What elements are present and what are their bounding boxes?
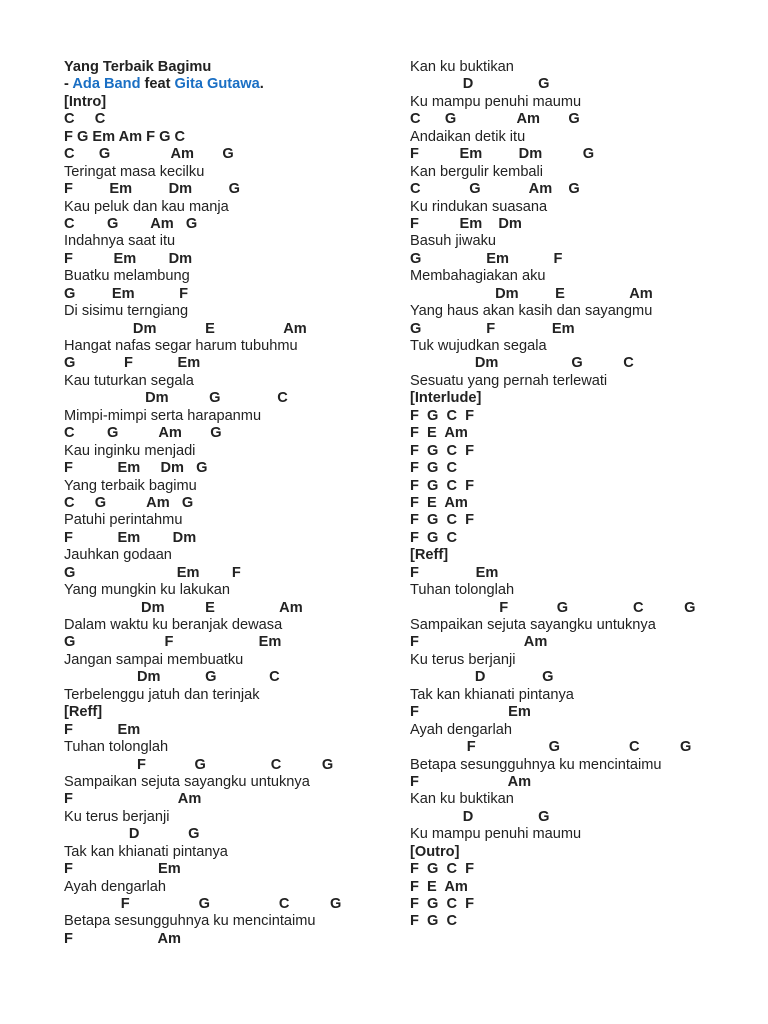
lyric-line: Tak kan khianati pintanya: [64, 843, 228, 860]
chord-line: Dm E Am: [64, 599, 303, 616]
lyric-line: Kau tuturkan segala: [64, 372, 194, 389]
chord-line: C G Am G: [64, 425, 222, 442]
lyric-line: Yang terbaik bagimu: [64, 477, 197, 494]
lyric-line: Indahnya saat itu: [64, 233, 176, 250]
chord-line: G F Em: [64, 355, 201, 372]
chord-line: D G: [410, 76, 550, 93]
lyric-line: Terbelenggu jatuh dan terinjak: [64, 686, 260, 703]
lyric-line: Hangat nafas segar harum tubuhmu: [64, 338, 298, 354]
chord-line: F E Am: [410, 425, 468, 442]
chord-line: F Am: [410, 773, 532, 790]
chord-line: F G C: [410, 913, 458, 930]
chord-line: D G: [410, 669, 554, 686]
chord-line: Dm G C: [64, 669, 280, 686]
chord-line: D G: [410, 808, 550, 825]
chord-line: F E Am: [410, 878, 468, 895]
credit-prefix: -: [64, 76, 73, 93]
chord-line: F G C G: [410, 739, 692, 756]
lyric-line: Ku terus berjanji: [410, 651, 516, 668]
lyric-line: Betapa sesungguhnya ku mencintaimu: [410, 756, 662, 773]
lyric-line: Basuh jiwaku: [410, 233, 496, 250]
lyric-line: Dalam waktu ku beranjak dewasa: [64, 617, 283, 633]
lyric-line: Ayah dengarlah: [64, 878, 166, 895]
chord-line: F G C F: [410, 512, 475, 529]
lyric-line: Betapa sesungguhnya ku mencintaimu: [64, 913, 316, 930]
chord-line: C G Am G: [410, 181, 580, 198]
chord-line: D G: [64, 826, 200, 843]
chord-line: C G Am G: [64, 215, 198, 232]
lyric-line: Jauhkan godaan: [64, 547, 172, 564]
chord-line: F Em Dm G: [410, 146, 595, 163]
chord-line: C G Am G: [410, 111, 580, 128]
chord-line: F G C F: [410, 861, 475, 878]
chord-line: G F Em: [410, 320, 575, 337]
chord-line: F G C G: [410, 599, 696, 616]
lyric-line: Sesuatu yang pernah terlewati: [410, 372, 608, 389]
chord-line: F E Am: [410, 494, 468, 511]
lyric-line: Yang mungkin ku lakukan: [64, 582, 231, 599]
lyric-line: Membahagiakan aku: [410, 268, 546, 285]
lyric-line: Kan ku buktikan: [410, 59, 514, 75]
lyric-line: Ayah dengarlah: [410, 721, 512, 738]
chord-line: C G Am G: [64, 146, 234, 163]
chord-line: Dm G C: [64, 390, 288, 407]
chord-line: F G C: [410, 460, 458, 477]
right-column: [410, 59, 750, 931]
chord-line: F G C G: [64, 756, 334, 773]
credit-feat: feat: [140, 76, 175, 93]
chord-line: F Em: [64, 861, 181, 878]
lyric-line: Kau inginku menjadi: [64, 442, 196, 459]
credit-suffix: .: [259, 76, 264, 93]
chord-line: C C: [64, 111, 106, 128]
lyric-line: Tuhan tolonglah: [410, 582, 515, 599]
lyric-line: Ku mampu penuhi maumu: [410, 93, 582, 110]
lyric-line: Teringat masa kecilku: [64, 163, 205, 180]
chord-line: F Em Dm: [64, 529, 197, 546]
chord-line: G Em F: [64, 285, 189, 302]
chord-line: F Em Dm: [64, 250, 193, 267]
chord-line: F Em Dm G: [64, 460, 208, 477]
lyric-line: Buatku melambung: [64, 268, 190, 285]
chord-line: F Em: [410, 564, 499, 581]
chord-line: G Em F: [64, 564, 241, 581]
chord-line: F Em Dm: [410, 215, 522, 232]
artist-link[interactable]: Ada Band: [72, 76, 141, 93]
chord-line: F G C F: [410, 477, 475, 494]
lyric-line: Ku mampu penuhi maumu: [410, 826, 582, 843]
lyric-line: Tuhan tolonglah: [64, 739, 169, 756]
chord-line: G Em F: [410, 250, 563, 267]
chord-line: F G Em Am F G C: [64, 128, 186, 145]
lyric-line: Kan bergulir kembali: [410, 163, 544, 180]
chord-line: F G C: [410, 529, 458, 546]
section-heading: [Outro]: [410, 843, 460, 860]
chord-line: F Em: [64, 721, 141, 738]
lyric-line: Yang haus akan kasih dan sayangmu: [410, 303, 653, 320]
chord-line: F Em: [410, 704, 531, 721]
lyric-line: Jangan sampai membuatku: [64, 651, 244, 668]
lyric-line: Sampaikan sejuta sayangku untuknya: [64, 773, 310, 790]
section-heading: [Reff]: [410, 547, 449, 564]
section-heading: [Interlude]: [410, 390, 482, 407]
lyric-line: Andaikan detik itu: [410, 128, 526, 145]
featured-artist-link[interactable]: Gita Gutawa: [174, 76, 260, 93]
left-column: [64, 59, 394, 948]
song-credit: [64, 76, 394, 93]
chord-line: C G Am G: [64, 494, 194, 511]
chord-line: F G C F: [410, 407, 475, 424]
chord-line: F G C F: [410, 896, 475, 912]
lyric-line: Patuhi perintahmu: [64, 512, 183, 529]
lyric-line: Tuk wujudkan segala: [410, 338, 547, 354]
lyric-line: Di sisimu terngiang: [64, 303, 189, 320]
chord-line: Dm E Am: [410, 285, 653, 302]
lyric-line: Ku terus berjanji: [64, 808, 170, 825]
chord-line: F Am: [64, 930, 182, 947]
chord-line: Dm G C: [410, 355, 634, 372]
chord-line: F Am: [64, 791, 202, 808]
lyric-line: Sampaikan sejuta sayangku untuknya: [410, 617, 656, 633]
lyric-line: Ku rindukan suasana: [410, 198, 548, 215]
section-heading: [Reff]: [64, 704, 103, 721]
lyric-line: Mimpi-mimpi serta harapanmu: [64, 407, 262, 424]
section-heading: [Intro]: [64, 93, 107, 110]
chord-line: F G C F: [410, 442, 475, 459]
chord-line: F Am: [410, 634, 548, 651]
lyric-line: Tak kan khianati pintanya: [410, 686, 574, 703]
chord-line: F G C G: [64, 896, 342, 912]
chord-line: G F Em: [64, 634, 282, 651]
chord-line: F Em Dm G: [64, 181, 240, 198]
chord-line: Dm E Am: [64, 320, 307, 337]
lyric-line: Kau peluk dan kau manja: [64, 198, 229, 215]
lyric-line: Kan ku buktikan: [410, 791, 514, 808]
song-title: Yang Terbaik Bagimu: [64, 59, 212, 75]
